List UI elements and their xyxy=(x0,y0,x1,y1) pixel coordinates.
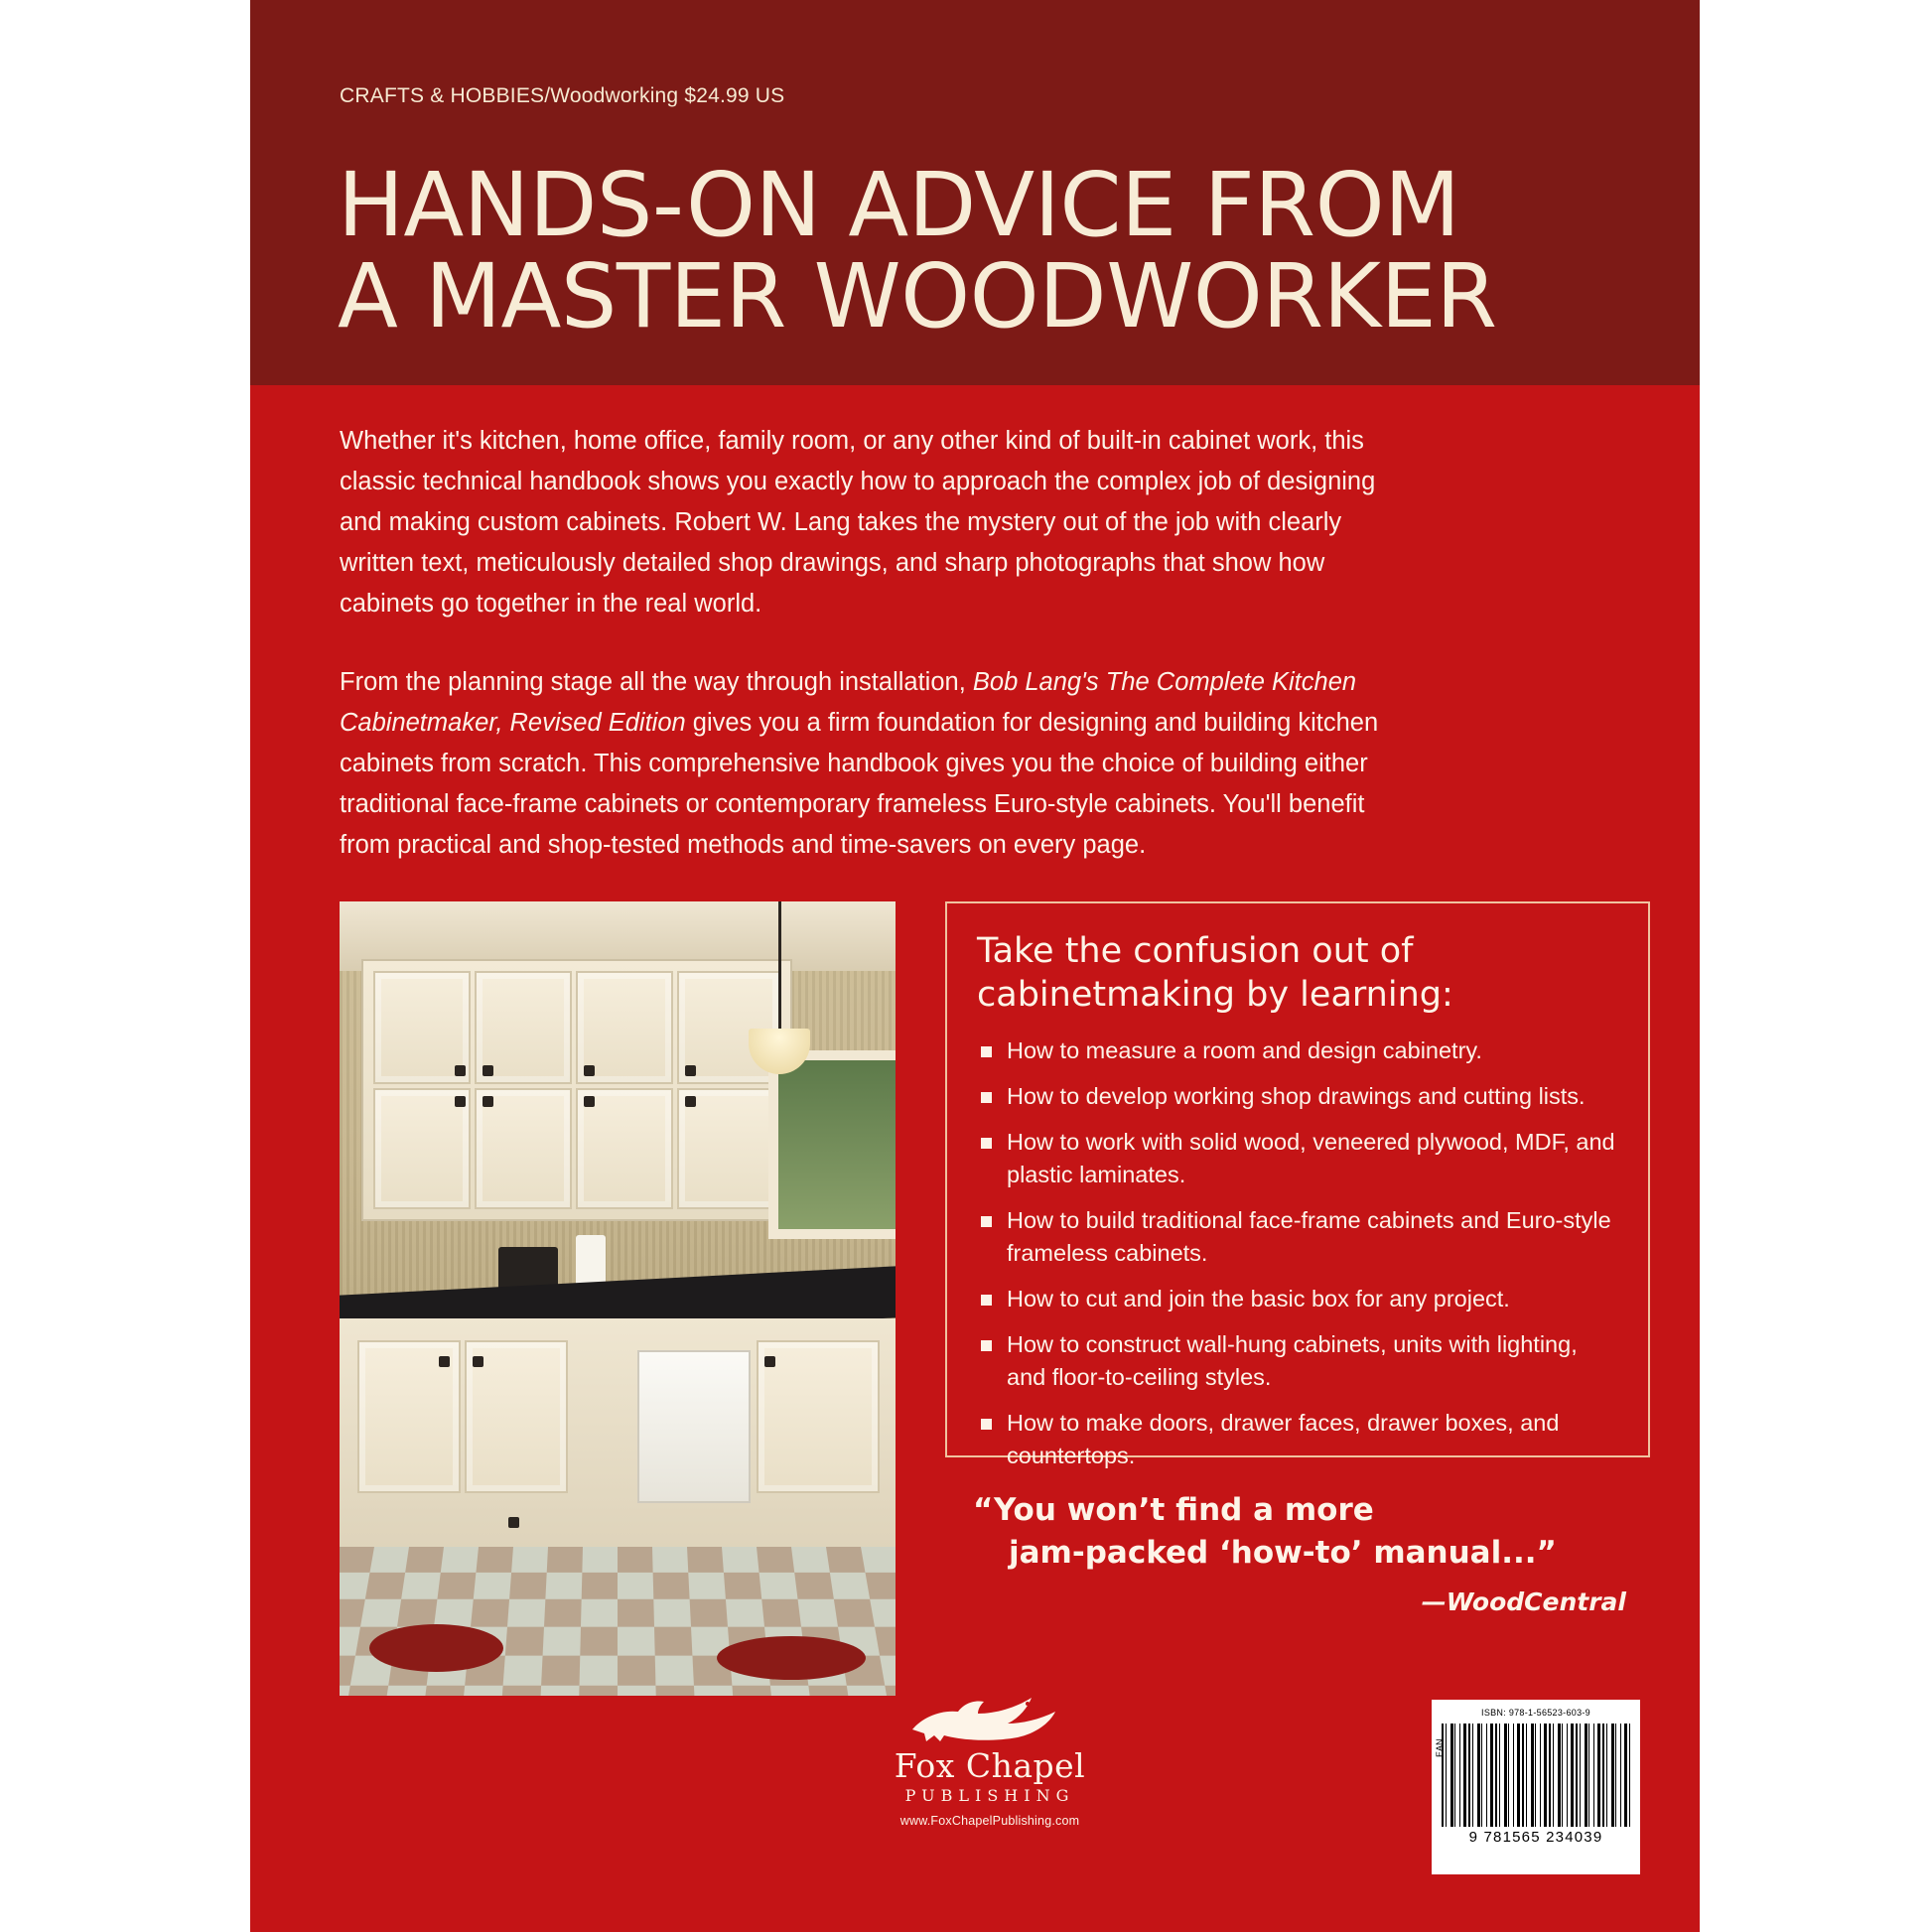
learning-title-line-2: cabinetmaking by learning: xyxy=(977,975,1453,1015)
pull-quote xyxy=(973,1489,1648,1623)
description-text xyxy=(340,421,1392,903)
headline-line-1: HANDS-ON ADVICE FROM xyxy=(338,153,1460,256)
list-item xyxy=(977,1283,1618,1315)
photo-cabinet-knob xyxy=(685,1096,696,1107)
barcode-bars xyxy=(1442,1724,1630,1827)
headline-line-2: A MASTER WOODWORKER xyxy=(338,244,1497,347)
list-item xyxy=(977,1035,1618,1067)
ean-label: EAN xyxy=(1435,1738,1445,1757)
blurb-p2-part2: gives you a firm foundation for designing and building kitchen cabinets from scratch. This comprehensive handbook gives you the choice of building either traditional face-frame cabinets or contemporary frameless Euro-style cabinets. You'll benefit from practical and shop-tested methods and time-savers on every page. xyxy=(340,709,1379,859)
photo-cabinet-knob xyxy=(439,1356,450,1367)
isbn-text: ISBN: 978-1-56523-603-9 xyxy=(1481,1708,1590,1718)
list-item-label: How to work with solid wood, veneered plywood, MDF, and plastic laminates. xyxy=(1007,1129,1615,1187)
learning-box-title xyxy=(977,929,1618,1017)
list-item-label: How to make doors, drawer faces, drawer boxes, and countertops. xyxy=(1007,1410,1560,1468)
photo-cabinet-knob xyxy=(508,1517,519,1528)
photo-cabinet-knob xyxy=(584,1065,595,1076)
learning-title-line-1: Take the confusion out of xyxy=(977,931,1414,971)
list-item-label: How to construct wall-hung cabinets, units with lighting, and floor-to-ceiling styles. xyxy=(1007,1331,1578,1390)
list-item-label: How to measure a room and design cabinetry. xyxy=(1007,1037,1482,1063)
photo-dishwasher xyxy=(637,1350,751,1503)
list-item-label: How to develop working shop drawings and cutting lists. xyxy=(1007,1083,1586,1109)
square-bullet-icon xyxy=(981,1295,992,1306)
pull-quote-attribution: —WoodCentral xyxy=(1421,1587,1626,1616)
learning-points-box xyxy=(945,901,1650,1468)
photo-cabinet-knob xyxy=(483,1096,493,1107)
photo-cabinet-knob xyxy=(455,1096,466,1107)
blurb-p2-part1: From the planning stage all the way through installation, xyxy=(340,668,973,696)
publisher-url[interactable]: www.FoxChapelPublishing.com xyxy=(899,1814,1080,1828)
publisher-logo xyxy=(846,1690,1134,1828)
fox-icon xyxy=(900,1690,1079,1743)
photo-cabinet-knob xyxy=(685,1065,696,1076)
square-bullet-icon xyxy=(981,1419,992,1430)
publisher-name: Fox Chapel xyxy=(894,1746,1086,1785)
pull-quote-line-1: “You won’t find a more xyxy=(973,1492,1374,1528)
page-title xyxy=(338,153,1658,347)
square-bullet-icon xyxy=(981,1046,992,1057)
square-bullet-icon xyxy=(981,1092,992,1103)
publisher-subtitle: PUBLISHING xyxy=(904,1786,1075,1805)
barcode-number: 9 781565 234039 xyxy=(1468,1829,1603,1846)
photo-base-cabinets xyxy=(340,1318,896,1567)
photo-cabinet-knob xyxy=(473,1356,483,1367)
category-price-line: CRAFTS & HOBBIES/Woodworking $24.99 US xyxy=(340,84,785,107)
list-item xyxy=(977,1204,1618,1270)
photo-rug xyxy=(717,1636,866,1680)
square-bullet-icon xyxy=(981,1216,992,1227)
photo-pendant-cord xyxy=(778,901,781,1031)
list-item xyxy=(977,1407,1618,1472)
blurb-paragraph-1: Whether it's kitchen, home office, family room, or any other kind of built-in cabinet work, this classic technical handbook shows you exactly how to approach the complex job of designing and making custom cabinets. Robert W. Lang takes the mystery out of the job with clearly written text, meticulously detailed shop drawings, and sharp photographs that show how cabinets go together in the real world. xyxy=(340,427,1376,618)
square-bullet-icon xyxy=(981,1340,992,1351)
photo-cabinet-knob xyxy=(455,1065,466,1076)
list-item xyxy=(977,1328,1618,1394)
photo-cabinet-knob xyxy=(584,1096,595,1107)
learning-points-list xyxy=(977,1035,1618,1472)
barcode-block xyxy=(1432,1700,1640,1874)
photo-window xyxy=(768,1050,896,1239)
photo-cabinet-knob xyxy=(764,1356,775,1367)
kitchen-photo xyxy=(340,901,896,1696)
list-item xyxy=(977,1080,1618,1113)
list-item-label: How to build traditional face-frame cabinets and Euro-style frameless cabinets. xyxy=(1007,1207,1611,1266)
book-back-cover xyxy=(250,0,1700,1932)
pull-quote-line-2: jam-packed ‘how-to’ manual...” xyxy=(1009,1535,1557,1571)
square-bullet-icon xyxy=(981,1138,992,1149)
blurb-p2-book-title: Bob Lang's The Complete Kitchen Cabinetmaker, Revised Edition xyxy=(340,668,1357,737)
photo-upper-cabinets xyxy=(361,959,792,1221)
photo-cabinet-knob xyxy=(483,1065,493,1076)
blurb-paragraph-2 xyxy=(340,662,1392,866)
list-item-label: How to cut and join the basic box for any project. xyxy=(1007,1286,1510,1311)
list-item xyxy=(977,1126,1618,1191)
photo-rug xyxy=(369,1624,503,1672)
